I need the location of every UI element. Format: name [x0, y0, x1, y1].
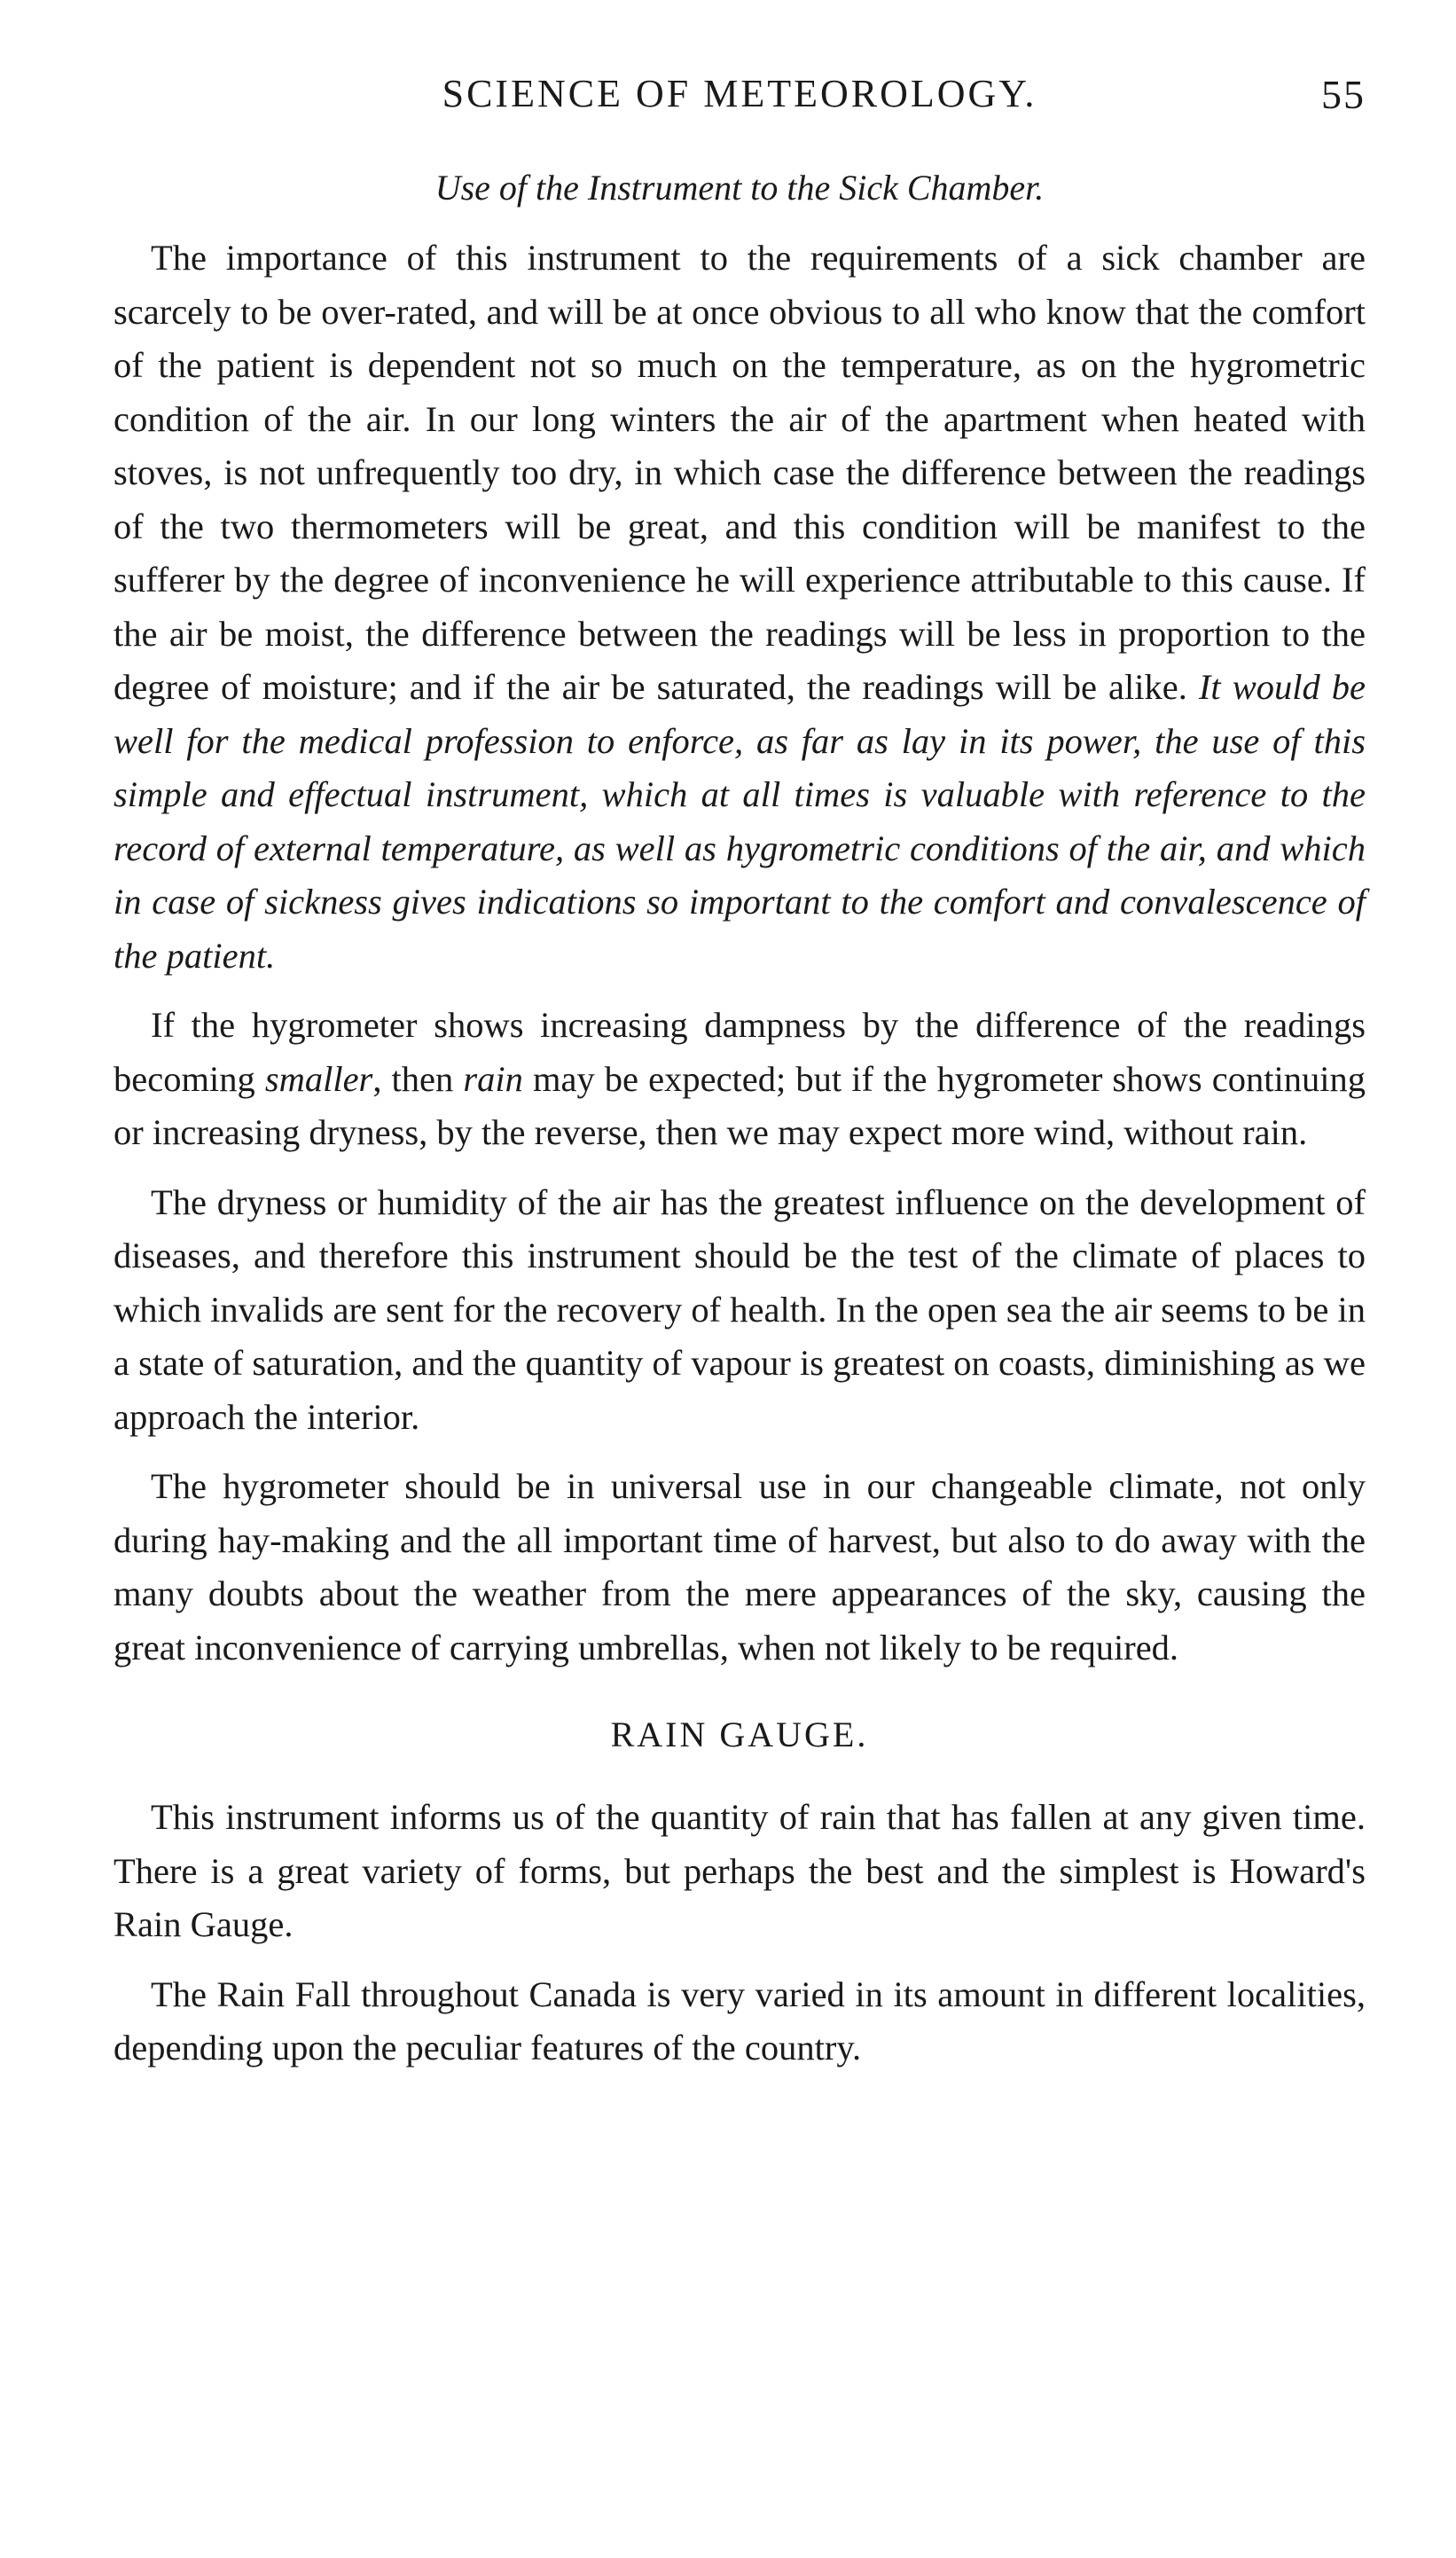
- paragraph-sick-chamber-italic: It would be well for the medical profession to enforce, as far as lay in its power, the use of this simple and effectual instrument, which at all times is valuable with reference to the record of external temperature, as well as hygrometric conditions of the air, and which in case of sickness gives indications so important to the comfort and convalescence of the patient.: [114, 667, 1366, 976]
- running-head: [114, 71, 1366, 133]
- running-title: SCIENCE OF METEOROLOGY.: [442, 72, 1037, 115]
- paragraph-dampness-text-a: If the hygrometer shows increasing dampness by the difference of the readings becoming: [114, 1005, 1366, 1099]
- paragraph-sick-chamber: [114, 231, 1366, 983]
- paragraph-rain-fall-canada: The Rain Fall throughout Canada is very varied in its amount in different localities, depending upon the peculiar features of the country.: [114, 1973, 1366, 2068]
- section-heading: Use of the Instrument to the Sick Chamber.: [434, 168, 1045, 208]
- emphasis-rain: rain: [463, 1058, 523, 1099]
- emphasis-smaller: smaller: [264, 1058, 373, 1099]
- rain-gauge-heading: RAIN GAUGE.: [610, 1714, 869, 1754]
- paragraph-dampness: [114, 999, 1366, 1160]
- paragraph-universal-use: The hygrometer should be in universal use in our changeable climate, not only during hay-making and the all important time of harvest, but also to do away with the many doubts about the weather from the mere appearances of the sky, causing the great inconvenience of carrying umbrellas, when not likely to be required.: [114, 1466, 1366, 1667]
- page-number: 55: [1321, 72, 1366, 117]
- paragraph-humidity: The dryness or humidity of the air has the greatest influence on the development of diseases, and therefore this instrument should be the test of the climate of places to which invalids are sent for the recovery of health. In the open sea the air seems to be in a state of saturation, and the quantity of vapour is greatest on coasts, diminishing as we approach the interior.: [114, 1181, 1366, 1437]
- paragraph-sick-chamber-text: The importance of this instrument to the requirements of a sick chamber are scarcely to be over-rated, and will be at once obvious to all who know that the comfort of the patient is dependent not so much on the temperature, as on the hygrometric condition of the air. In our long winters the air of the apartment when heated with stoves, is not unfrequently too dry, in which case the difference between the readings of the two thermometers will be great, and this condition will be manifest to the sufferer by the degree of inconvenience he will experience attributable to this cause. If the air be moist, the difference between the readings will be less in proportion to the degree of moisture; and if the air be saturated, the readings will be alike.: [114, 238, 1366, 707]
- paragraph-dampness-text-b: , then: [372, 1058, 464, 1099]
- paragraph-dampness-text-c: may be expected; but if the hygrometer shows continuing or increasing dryness, by the reverse, then we may expect more wind, without rain.: [114, 1058, 1366, 1152]
- book-page: [114, 71, 1366, 2091]
- paragraph-rain-gauge-intro: This instrument informs us of the quantity of rain that has fallen at any given time. There is a great variety of forms, but perhaps the best and the simplest is Howard's Rain Gauge.: [114, 1797, 1366, 1944]
